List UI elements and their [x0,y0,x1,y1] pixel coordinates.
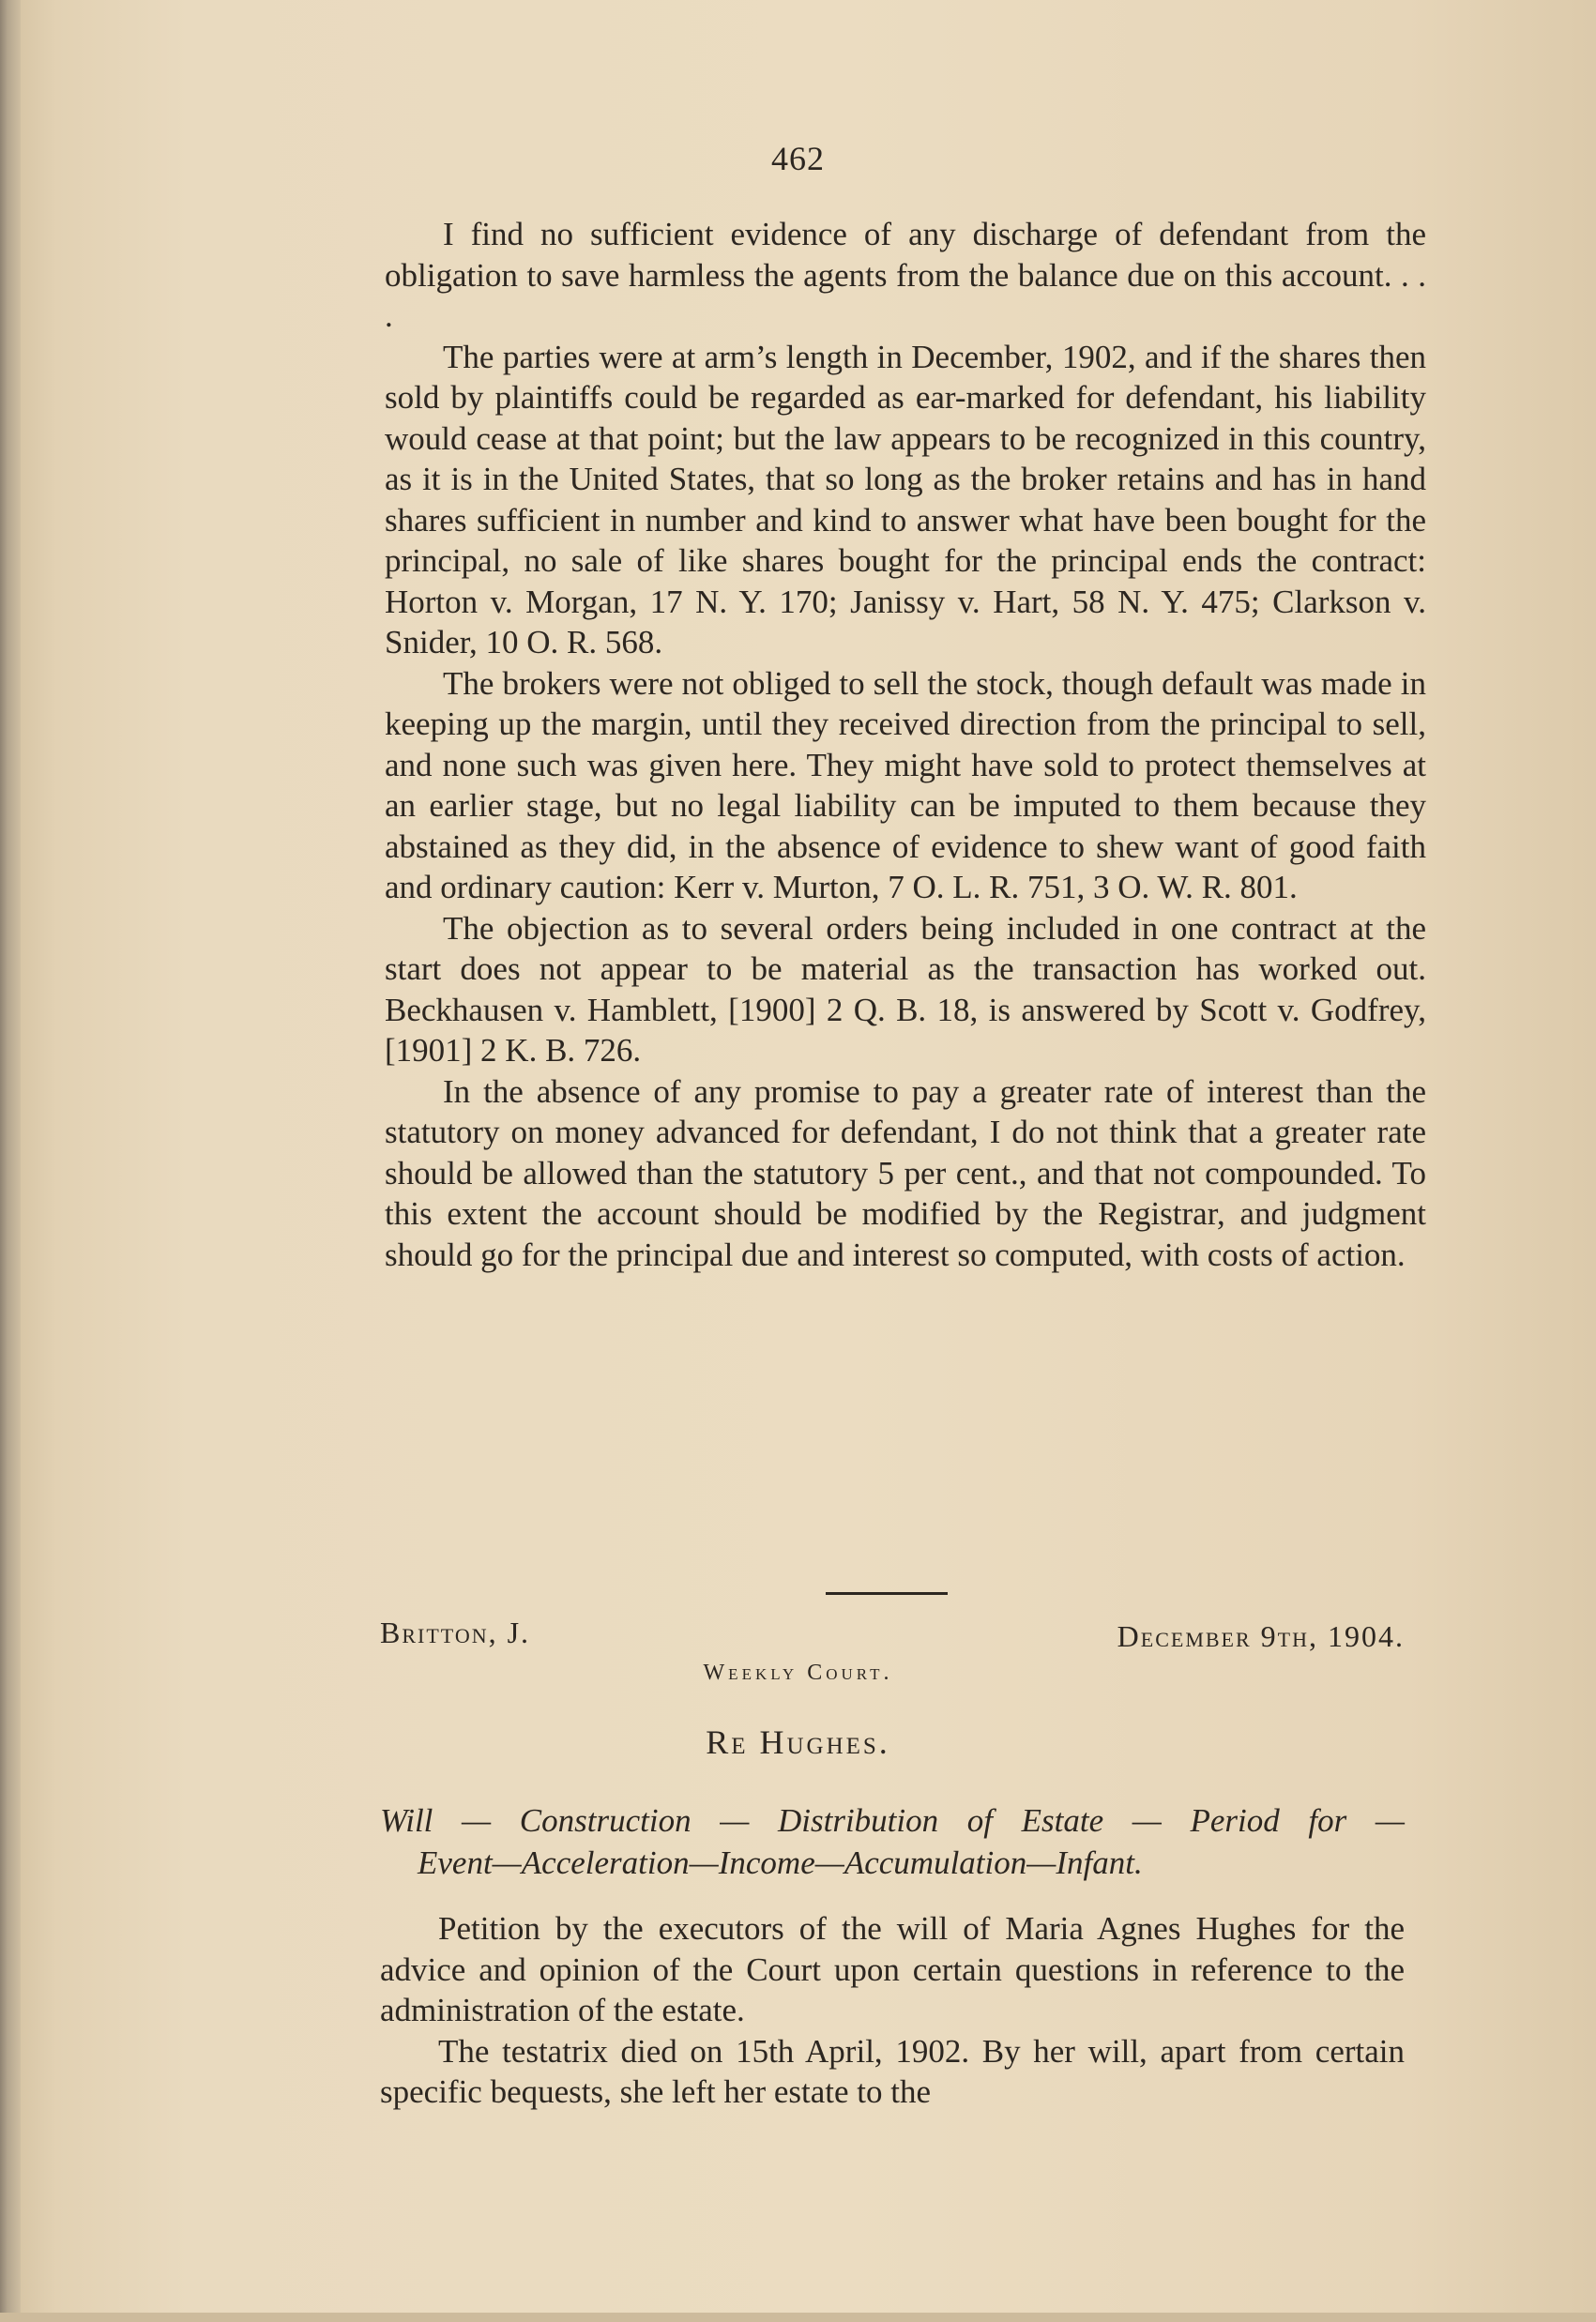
page-bottom-edge [0,2313,1596,2322]
court-name: Weekly Court. [703,1661,893,1685]
headnote [380,1799,1405,1884]
paragraph-4: The objection as to several orders being included in one contract at the start does not appear to be material as the transaction has worked out. Beckhausen v. Hamblett, [1900] 2 Q. B. 18, is answered by Scott v. Godfrey, [1901] 2 K. B. 726. [385,909,1426,1069]
headnote-line-2: Event—Acceleration—Income—Accumulation—Infant. [418,1844,1143,1881]
judgment-text [385,214,1426,1275]
case-text [380,1908,1405,2113]
headnote-line-1: Will — Construction — Distribution of Estate — Period for — [380,1802,1405,1839]
case-header [380,1616,1405,1657]
book-gutter [0,0,21,2322]
paragraph-3: The brokers were not obliged to sell the stock, though default was made in keeping up the margin, until they received direction from the principal to sell, and none such was given here. They might have sold to protect themselves at an earlier stage, but no legal liability can be imputed to them because they abstained as they did, in the absence of evidence to shew want of good faith and ordinary caution: Kerr v. Murton, 7 O. L. R. 751, 3 O. W. R. 801. [385,664,1426,905]
paragraph-1: I find no sufficient evidence of any discharge of defendant from the obligation to save harmless the agents from the balance due on this account. . . . [385,216,1426,334]
paragraph-7: The testatrix died on 15th April, 1902. By her will, apart from certain specific bequests, she left her estate to the [380,2032,1405,2110]
paragraph-5: In the absence of any promise to pay a greater rate of interest than the statutory on money advanced for defendant, I do not think that a greater rate should be allowed than the statutory 5 per cent., and that not compounded. To this extent the account should be modified by the Registrar, and judgment should go for the principal due and interest so computed, with costs of action. [385,1072,1426,1273]
decision-date: December 9th, 1904. [1117,1619,1405,1653]
paragraph-2: The parties were at arm’s length in December, 1902, and if the shares then sold by plaintiffs could be regarded as ear-marked for defendant, his liability would cease at that point; but the law appears to be recognized in this country, as it is in the United States, that so long as the broker retains and has in hand shares sufficient in number and kind to answer what have been bought for the principal, no sale of like shares bought for the principal ends the contract: Horton v. Morgan, 17 N. Y. 170; Janissy v. Hart, 58 N. Y. 475; Clarkson v. Snider, 10 O. R. 568. [385,338,1426,660]
case-title: Re Hughes. [706,1723,890,1761]
page-number: 462 [771,140,825,177]
paragraph-6: Petition by the executors of the will of Maria Agnes Hughes for the advice and opinion of the Court upon certain questions in reference to the administration of the estate. [380,1910,1405,2028]
section-divider [826,1592,948,1595]
judge-name: Britton, J. [380,1616,531,1649]
